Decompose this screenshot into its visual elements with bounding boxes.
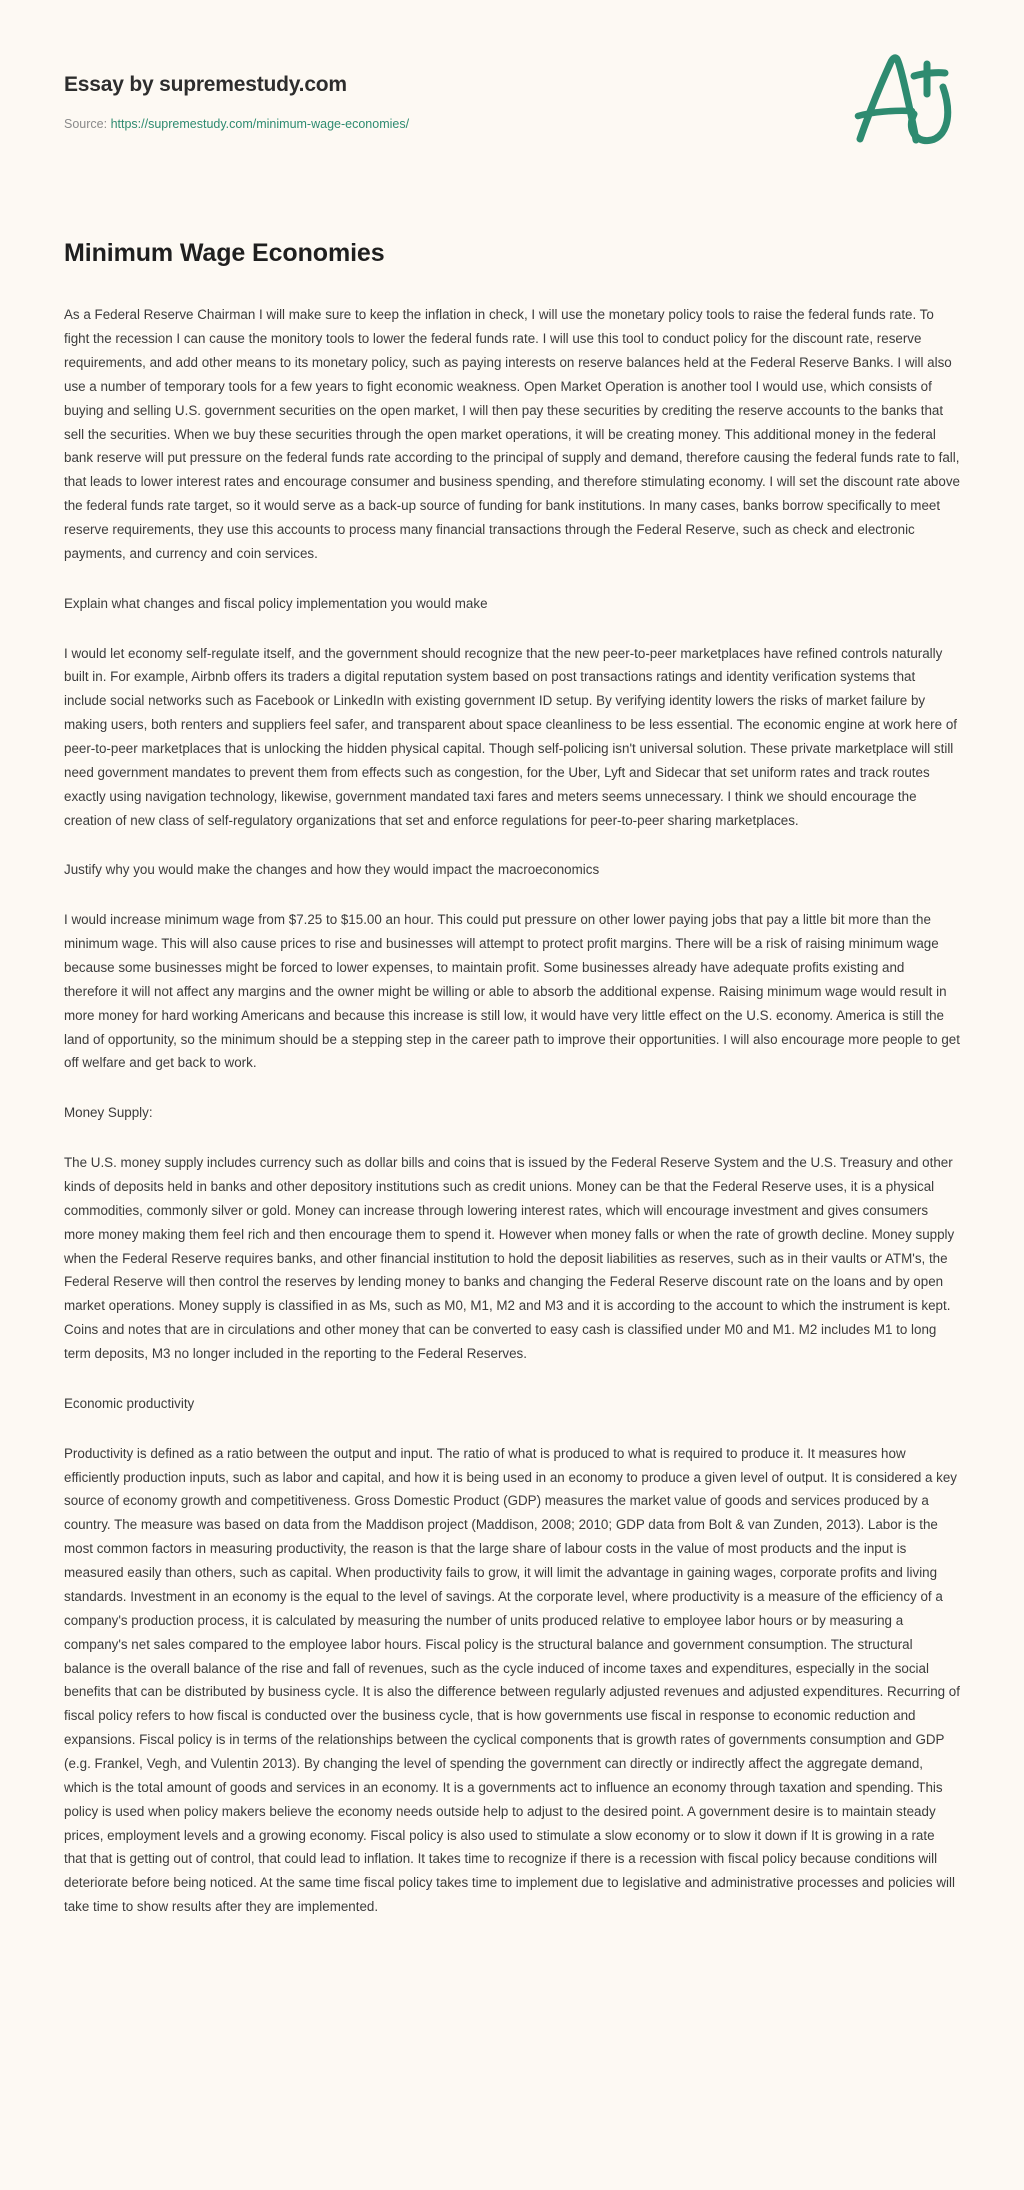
body-paragraph: Productivity is defined as a ratio between the output and input. The ratio of what is produced to what is required to produce it. It measures how efficiently production inputs, such as labor and capital, and how it is being used in an economy to produce a given level of output. It is considered a key source of economy growth and competitiveness. Gross Domestic Product (GDP) measures the market value of goods and services produced by a country. The measure was based on data from the Maddison project (Maddison, 2008; 2010; GDP data from Bolt & van Zunden, 2013). Labor is the most common factors in measuring productivity, the reason is that the large share of labour costs in the value of most products and the input is measured easily than others, such as capital. When productivity fails to grow, it will limit the advantage in gaining wages, corporate profits and living standards. Investment in an economy is the equal to the level of savings. At the corporate level, where productivity is a measure of the efficiency of a company's production process, it is calculated by measuring the number of units produced relative to employee labor hours or by measuring a company's net sales compared to the employee labor hours. Fiscal policy is the structural balance and government consumption. The structural balance is the overall balance of the rise and fall of revenues, such as the cycle induced of income taxes and expenditures, especially in the social benefits that can be distributed by business cycle. It is also the difference between regularly adjusted revenues and adjusted expenditures. Recurring of fiscal policy refers to how fiscal is conducted over the business cycle, that is how governments use fiscal in response to economic reduction and expansions. Fiscal policy is in terms of the relationships between the cyclical components that is growth rates of governments consumption and GDP (e.g. Frankel, Vegh, and Vulentin 2013). By changing the level of spending the government can directly or indirectly affect the aggregate demand, which is the total amount of goods and services in an economy. It is a governments act to influence an economy through taxation and spending. This policy is used when policy makers believe the economy needs outside help to adjust to the desired point. A government desire is to maintain steady prices, employment levels and a growing economy. Fiscal policy is also used to stimulate a slow economy or to slow it down if It is growing in a rate that that is getting out of control, that could lead to inflation. It takes time to recognize if there is a recession with fiscal policy because conditions will deteriorate before being noticed. At the same time fiscal policy takes time to implement due to legislative and administrative processes and policies will take time to show results after they are implemented.	[64, 1445, 960, 1915]
source-url-link[interactable]: https://supremestudy.com/minimum-wage-economies/	[110, 117, 410, 132]
body-paragraph: The U.S. money supply includes currency such as dollar bills and coins that is issued by the Federal Reserve System and the U.S. Treasury and other kinds of deposits held in banks and other depository institutions such as credit unions. Money can be that the Federal Reserve uses, it is a physical commodities, commonly silver or gold. Money can increase through lowering interest rates, which will encourage investment and gives consumers more money making them feel rich and then encourage them to spend it. However when money falls or when the rate of growth decline. Money supply when the Federal Reserve requires banks, and other financial institution to hold the deposit liabilities as reserves, such as in their vaults or ATM's, the Federal Reserve will then control the reserves by lending money to banks and changing the Federal Reserve discount rate on the loans and by open market operations. Money supply is classified in as Ms, such as M0, M1, M2 and M3 and it is according to the account to which the instrument is kept. Coins and notes that are in circulations and other money that can be converted to easy cash is classified under M0 and M1. M2 includes M1 to long term deposits, M3 no longer included in the reporting to the Federal Reserves.	[64, 1155, 955, 1362]
source-line	[64, 117, 960, 132]
site-header	[0, 0, 1024, 152]
brand-title: Essay by supremestudy.com	[64, 73, 347, 96]
section-subheading: Economic productivity	[64, 1395, 195, 1411]
section-subheading: Money Supply:	[64, 1105, 153, 1121]
article-body	[0, 238, 1024, 1959]
page-title: Minimum Wage Economies	[64, 239, 385, 267]
body-paragraph: As a Federal Reserve Chairman I will make sure to keep the inflation in check, I will use the monetary policy tools to raise the federal funds rate. To fight the recession I can cause the monitory tools to lower the federal funds rate. I will use this tool to conduct policy for the discount rate, reserve requirements, and add other means to its monetary policy, such as paying interests on reserve balances held at the Federal Reserve Banks. I will also use a number of temporary tools for a few years to fight economic weakness. Open Market Operation is another tool I would use, which consists of buying and selling U.S. government securities on the open market, I will then pay these securities by crediting the reserve accounts to the banks that sell the securities. When we buy these securities through the open market operations, it will be creating money. This additional money in the federal bank reserve will put pressure on the federal funds rate according to the principal of supply and demand, therefore causing the federal funds rate to fall, that leads to lower interest rates and encourage consumer and business spending, and therefore stimulating economy. I will set the discount rate above the federal funds rate target, so it would serve as a back-up source of funding for bank institutions. In many cases, banks borrow specifically to meet reserve requirements, they use this accounts to process many financial transactions through the Federal Reserve, such as check and electronic payments, and currency and coin services.	[64, 307, 960, 561]
section-subheading: Explain what changes and fiscal policy implementation you would make	[64, 595, 488, 611]
source-label: Source:	[64, 117, 108, 132]
article-blocks	[64, 303, 960, 1919]
body-paragraph: I would increase minimum wage from $7.25 to $15.00 an hour. This could put pressure on other lower paying jobs that pay a little bit more than the minimum wage. This will also cause prices to rise and businesses will attempt to protect profit margins. There will be a risk of raising minimum wage because some businesses might be forced to lower expenses, to maintain profit. Some businesses already have adequate profits existing and therefore it will not affect any margins and the owner might be willing or able to absorb the additional expense. Raising minimum wage would result in more money for hard working Americans and because this increase is still low, it would have very little effect on the U.S. economy. America is still the land of opportunity, so the minimum should be a stepping step in the career path to improve their opportunities. I will also encourage more people to get off welfare and get back to work.	[64, 912, 960, 1071]
a-plus-logo-icon	[846, 42, 962, 146]
site-logo[interactable]	[846, 42, 962, 146]
section-subheading: Justify why you would make the changes and how they would impact the macroeconomics	[64, 862, 600, 878]
body-paragraph: I would let economy self-regulate itself, and the government should recognize that the new peer-to-peer marketplaces have refined controls naturally built in. For example, Airbnb offers its traders a digital reputation system based on post transactions ratings and identity verification systems that include social networks such as Facebook or LinkedIn with existing government ID setup. By verifying identity lowers the risks of market failure by making users, both renters and suppliers feel safer, and transparent about space cleanliness to be less essential. The economic engine at work here of peer-to-peer marketplaces that is unlocking the hidden physical capital. Though self-policing isn't universal solution. These private marketplace will still need government mandates to prevent them from effects such as congestion, for the Uber, Lyft and Sidecar that set uniform rates and track routes exactly using navigation technology, likewise, government mandated taxi fares and meters seems unnecessary. I think we should encourage the creation of new class of self-regulatory organizations that set and enforce regulations for peer-to-peer sharing marketplaces.	[64, 645, 957, 828]
